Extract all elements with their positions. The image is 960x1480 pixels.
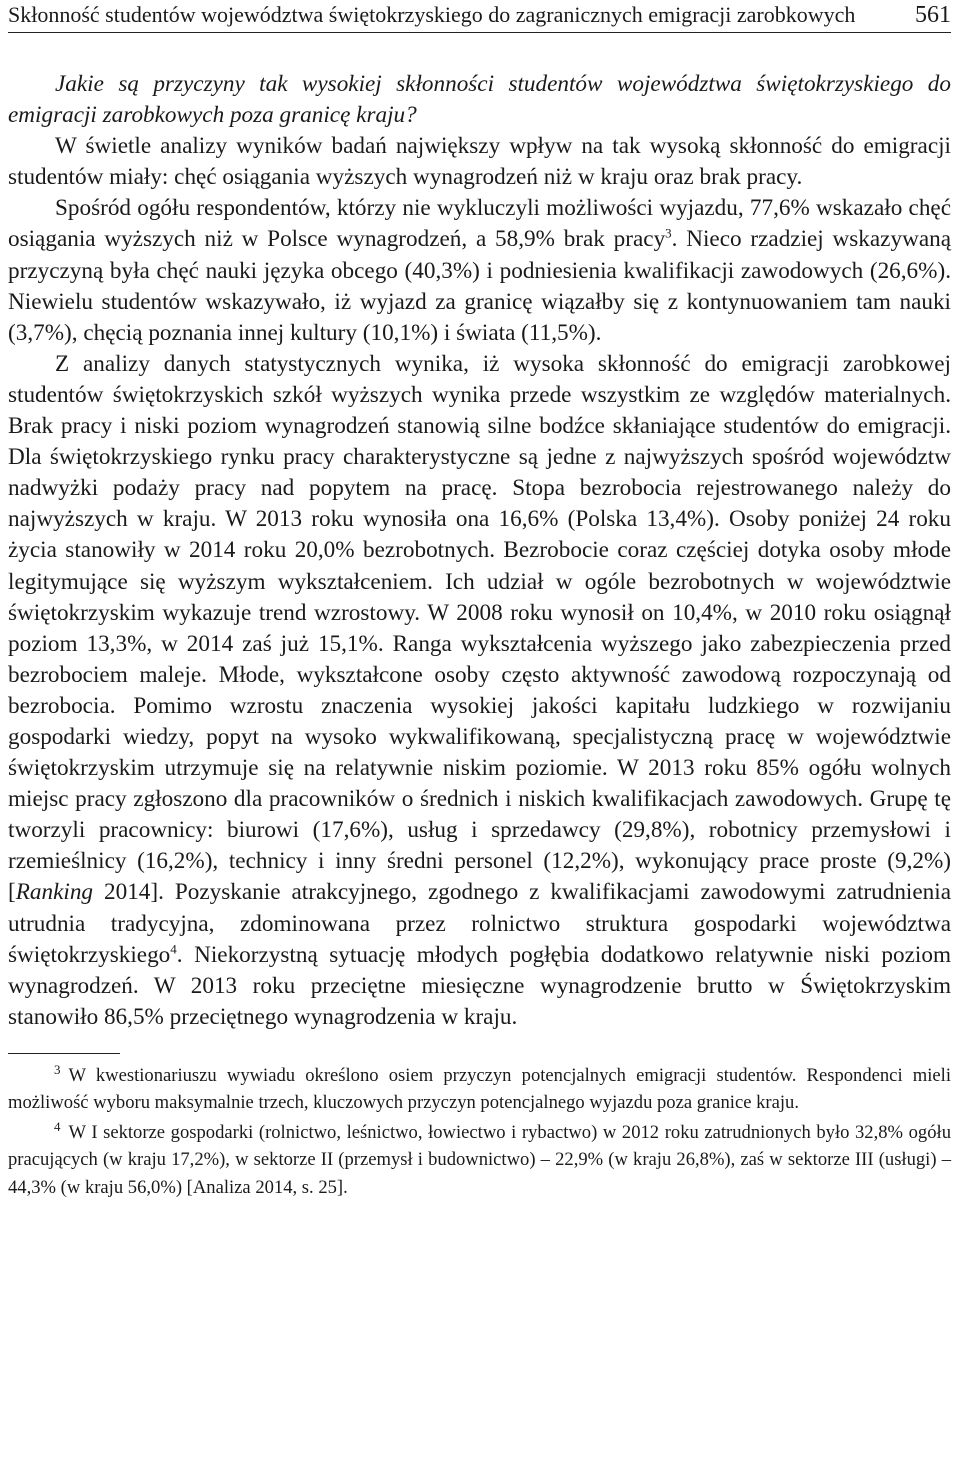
- footnotes: [8, 1062, 951, 1202]
- paragraph-3-text-a: Z analizy danych statystycznych wynika, iż wysoka skłonność do emigracji zarobkowej studentów świętokrzyskich szkół wyższych wynika przede wszystkim ze względów materialnych. Brak pracy i niski poziom wynagrodzeń stanowią silne bodźce skłaniające studentów do emigracji. Dla świętokrzyskiego rynku pracy charakterystyczne są jedne z najwyższych spośród województw nadwyżki podaży pracy nad popytem na pracę. Stopa bezrobocia rejestrowanego należy do najwyższych w kraju. W 2013 roku wynosiła ona 16,6% (Polska 13,4%). Osoby poniżej 24 roku życia stanowiły w 2014 roku 20,0% bezrobotnych. Bezrobocie coraz częściej dotyka osoby młode legitymujące się wyższym wykształceniem. Ich udział w ogóle bezrobotnych w województwie świętokrzyskim wykazuje trend wzrostowy. W 2008 roku wynosił on 10,4%, w 2010 roku osiągnął poziom 13,3%, w 2014 zaś już 15,1%. Ranga wykształcenia wyższego jako zabezpieczenia przed bezrobociem maleje. Młode, wykształcone osoby często aktywność zawodową rozpoczynają od bezrobocia. Pomimo wzrostu znaczenia wysokiej jakości kapitału ludzkiego w rozwijaniu gospodarki wiedzy, popyt na wysoko wykwalifikowaną, specjalistyczną pracę w województwie świętokrzyskim utrzymuje się na relatywnie niskim poziomie. W 2013 roku 85% ogółu wolnych miejsc pracy zgłoszono dla pracowników o średnich i niskich kwalifikacjach zawodowych. Grupę tę tworzyli pracownicy: biurowi (17,6%), usług i sprzedawcy (29,8%), robotnicy przemysłowi i rzemieślnicy (16,2%), technicy i inny średni personel (12,2%), wykonujący prace proste (9,2%) [: [8, 350, 951, 906]
- paragraph-3-text-b: 2014]. Pozyskanie atrakcyjnego, zgodnego z kwalifikacjami zawodowymi zatrudnienia utrudnia tradycyjna, zdominowana przez rolnictwo struktura gospodarki województwa świętokrzyskiego: [8, 879, 951, 968]
- footnote-3-mark: 3: [54, 1061, 61, 1077]
- footnote-divider: [8, 1053, 120, 1054]
- footnote-3-text: W kwestionariuszu wywiadu określono osiem przyczyn potencjalnych emigracji studentów. Respondenci mieli możliwość wyboru maksymalnie trzech, kluczowych przyczyn potencjalnego wyjazdu poza granice kraju.: [8, 1064, 951, 1114]
- body-text: [8, 69, 951, 1033]
- paragraph-2-text-b: . Nieco rzadziej wskazywaną przyczyną była chęć nauki języka obcego (40,3%) i podniesienia kwalifikacji zawodowych (26,6%). Niewielu studentów wskazywało, iż wyjazd za granicę wiązałby się z kontynuowaniem tam nauki (3,7%), chęcią poznania innej kultury (10,1%) i świata (11,5%).: [8, 226, 951, 346]
- footnote-4: [8, 1119, 951, 1202]
- research-question: Jakie są przyczyny tak wysokiej skłonności studentów województwa świętokrzyskiego do emigracji zarobkowych poza granicę kraju?: [8, 71, 951, 129]
- running-head-title: Skłonność studentów województwa świętokrzyskiego do zagranicznych emigracji zarobkowych: [8, 2, 856, 27]
- paragraph-2: [8, 193, 951, 348]
- paragraph-2-text-a: Spośród ogółu respondentów, którzy nie wykluczyli możliwości wyjazdu, 77,6% wskazało chęć osiągania wyższych niż w Polsce wynagrodzeń, a 58,9% brak pracy: [8, 195, 951, 253]
- footnote-ref-4[interactable]: 4: [170, 940, 177, 956]
- footnote-ref-3[interactable]: 3: [665, 225, 672, 241]
- page-number: 561: [915, 2, 951, 28]
- paragraph-3: [8, 349, 951, 1033]
- paragraph-1: W świetle analizy wyników badań największy wpływ na tak wysoką skłonność do emigracji studentów miały: chęć osiągania wyższych wynagrodzeń niż w kraju oraz brak pracy.: [8, 133, 951, 191]
- paragraph-3-text-c: . Niekorzystną sytuację młodych pogłębia dodatkowo relatywnie niski poziom wynagrodzeń. W 2013 roku przeciętne miesięczne wynagrodzenie brutto w Świętokrzyskim stanowiło 86,5% przeciętnego wynagrodzenia w kraju.: [8, 941, 951, 1030]
- running-head: [8, 0, 951, 33]
- footnote-4-mark: 4: [54, 1118, 61, 1134]
- citation-ranking: Ranking: [15, 879, 94, 906]
- footnote-4-text: W I sektorze gospodarki (rolnictwo, leśnictwo, łowiectwo i rybactwo) w 2012 roku zatrudnionych było 32,8% ogółu pracujących (w kraju 17,2%), w sektorze II (przemysł i budownictwo) – 22,9% (w kraju 26,8%), zaś w sektorze III (usługi) – 44,3% (w kraju 56,0%) [Analiza 2014, s. 25].: [8, 1121, 951, 1198]
- footnote-3: [8, 1062, 951, 1117]
